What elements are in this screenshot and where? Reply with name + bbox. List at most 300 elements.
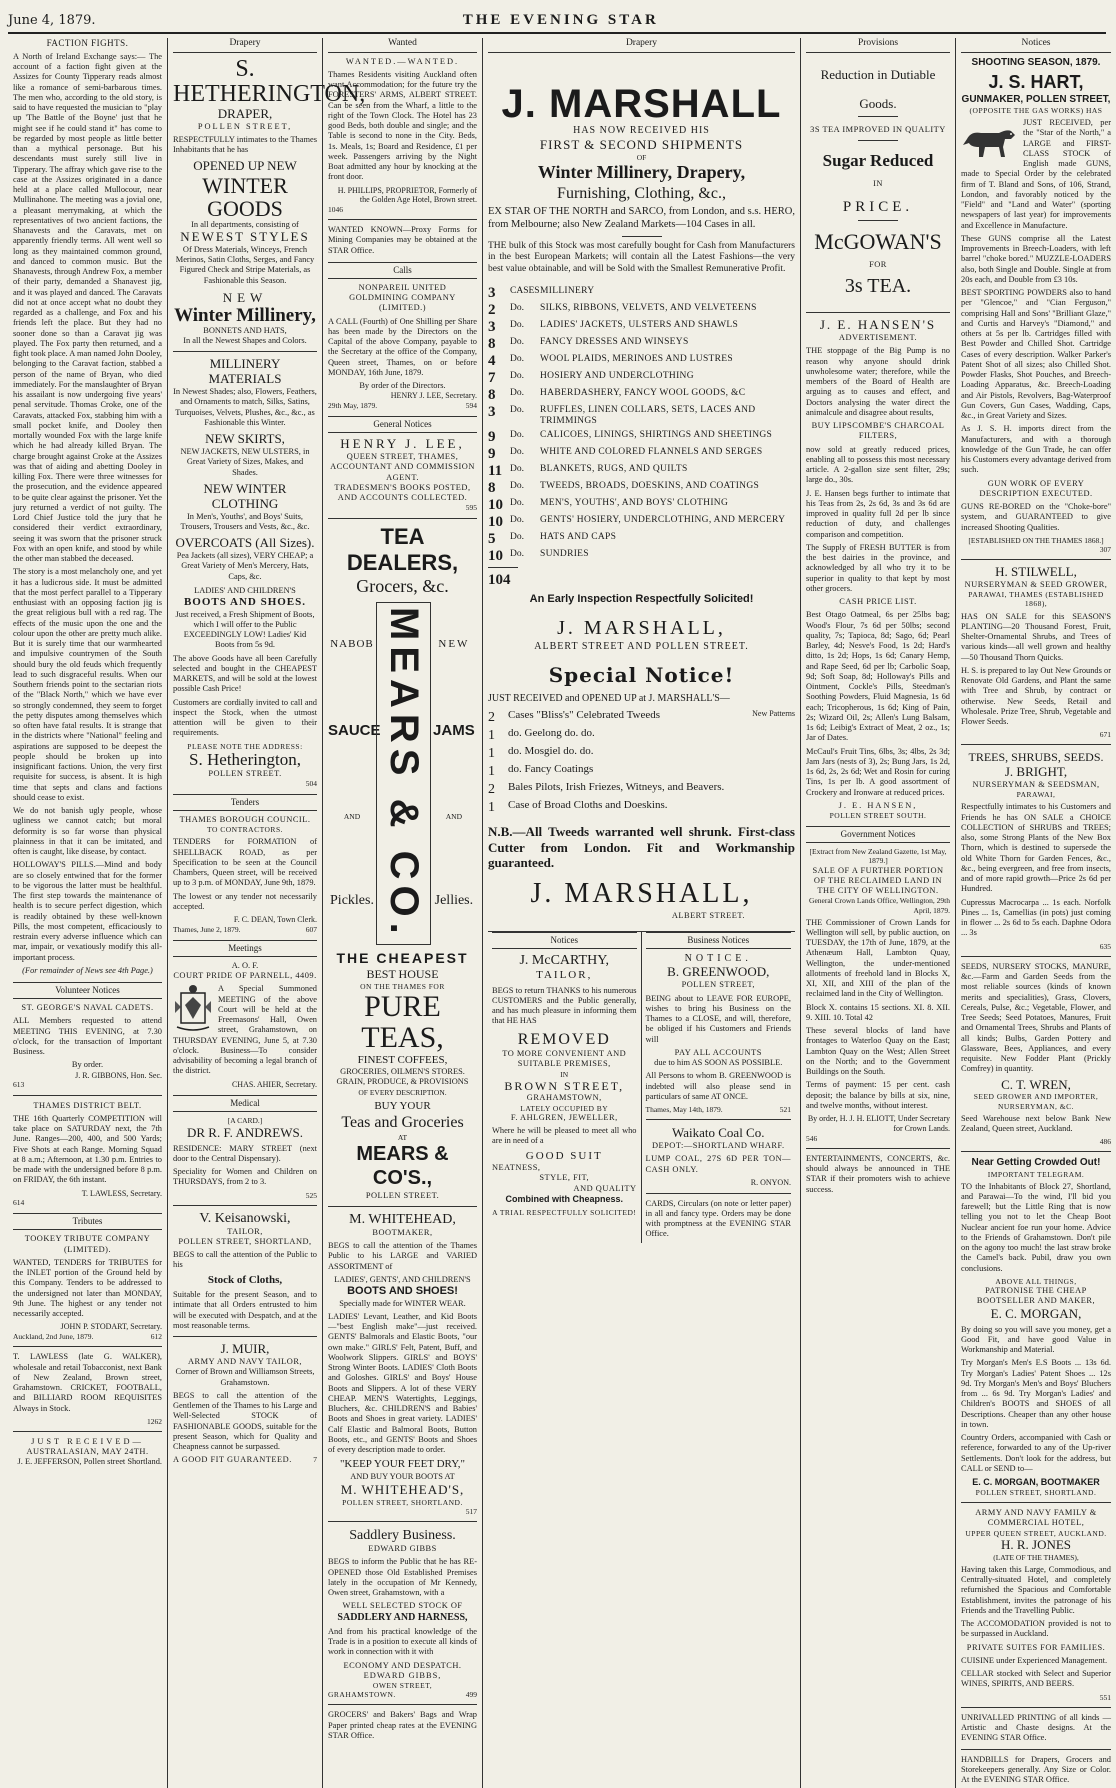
cash-price-list: CASH PRICE LIST. xyxy=(839,597,917,607)
case-count: 5 xyxy=(488,530,496,547)
hetherington-intro: RESPECTFULLY intimates to the Thames Inhabitants that he has xyxy=(173,135,317,155)
mccarthy-name: J. McCARTHY, xyxy=(519,953,610,969)
at-label: AT xyxy=(397,1132,408,1142)
lawless-notice: T. LAWLESS (late G. WALKER), wholesale and retail Tobacconist, next Bank of New Zealand, Brown street, Grahamstown. CRICKET, FOOTBALL, and BILLIARD ROOM REQUISITES Always in Stock. xyxy=(13,1352,162,1413)
keisanowski-street: POLLEN STREET, SHORTLAND, xyxy=(178,1236,312,1246)
tender-signature: F. C. DEAN, Town Clerk. xyxy=(233,915,317,925)
case-row xyxy=(488,481,795,496)
card-label: [A CARD.] xyxy=(227,1116,263,1126)
cadets-by: By order. xyxy=(71,1060,104,1070)
gun-work: GUN WORK OF EVERY DESCRIPTION EXECUTED. xyxy=(979,478,1093,498)
case-description: FANCY DRESSES AND WINSEYS xyxy=(540,336,689,347)
calls-number: 594 xyxy=(465,401,477,411)
special-item-count: 1 xyxy=(488,799,495,815)
teas-groceries: Teas and Groceries xyxy=(341,1114,464,1132)
lee-street: QUEEN STREET, THAMES, xyxy=(346,452,459,462)
lee-name: HENRY J. LEE, xyxy=(340,436,465,452)
special-item-row xyxy=(488,799,795,816)
millinery-materials-body: In Newest Shades; also, Flowers, Feathers, and Ornaments to match, Silks, Satins, Turquoises, Velvets, Plushes, &c., &c., as Fashionable this Winter. xyxy=(173,387,317,427)
buy-your: BUY YOUR xyxy=(374,1099,431,1112)
meeting-body: A Special Summoned MEETING of the above Court will be held at the Freemasons' Hall, Owen street, Grahamstown, on THURSDAY EVENING, June 5, at 7.30 o'clock. Business—To consider advisability of becoming a legal branch of the district. xyxy=(173,984,317,1076)
gibbs-economy: ECONOMY AND DESPATCH. xyxy=(343,1660,462,1670)
winter-millinery: Winter Millinery, xyxy=(174,304,316,326)
wren-title: SEED GROWER AND IMPORTER, NURSERYMAN, &C. xyxy=(973,1092,1099,1111)
dress-materials: Of Dress Materials, Winceys, French Merinos, Satin Cloths, Serges, and Fancy Figured Check and Stripe Materials, as Fashionable this Season. xyxy=(175,244,315,285)
nabob-label: NABOB xyxy=(330,637,374,650)
combined-cheapness: Combined with Cheapness. xyxy=(505,1193,623,1204)
and-label-right: AND xyxy=(445,811,463,821)
whitehead-body: BEGS to call the attention of the Thames Public to his LARGE and VARIED ASSORTMENT of xyxy=(328,1241,477,1271)
case-count: 10 xyxy=(488,547,503,564)
greenwood-street: POLLEN STREET, xyxy=(681,980,755,990)
army-navy-hotel: ARMY AND NAVY FAMILY & COMMERCIAL HOTEL, xyxy=(975,1508,1097,1528)
gov-terms: Terms of payment: 15 per cent. cash deposit; the balance by bills at six, nine, and twelve months, without interest. xyxy=(806,1080,950,1110)
greenwood-persons: All Persons to whom B. GREENWOOD is indebted will also please send in particulars of same AT ONCE. xyxy=(645,1071,791,1101)
lee-number: 595 xyxy=(465,503,477,513)
gibbs-number: 499 xyxy=(465,1690,477,1700)
morgan-body: TO the Inhabitants of Block 27, Shortland, and Parawai—To the wind, I'll bid you farewell; but the Little Ring that is now telling you not to let the Cheap Boot Nuclear ancient foe run your home. Advice to the Friends of Grahamstown. Don't pile on the agony too much! the last straw broke the Camel's back. Pubil, draw you own conclusions. xyxy=(961,1181,1111,1273)
buy-filters: BUY LIPSCOMBE'S CHARCOAL FILTERS, xyxy=(811,421,945,441)
section-calls: Calls xyxy=(328,262,477,279)
court-pride: COURT PRIDE OF PARNELL, 4409. xyxy=(173,971,317,981)
hansen-body-3: J. E. Hansen begs further to intimate that his Teas from 2s, 2s 6d, 3s and 3s 6d are improved in quality full 2d per lb since reduction of duty, and challenges comparison and competition. xyxy=(806,488,950,539)
special-item-count: 1 xyxy=(488,745,495,761)
jones-name: H. R. JONES xyxy=(1000,1536,1072,1552)
gunmaker: GUNMAKER, POLLEN STREET, xyxy=(961,93,1111,105)
case-ditto: Do. xyxy=(510,353,524,364)
whitehead-special: Specially made for WINTER WEAR. xyxy=(339,1298,466,1308)
section-government-notices: Government Notices xyxy=(806,826,950,843)
stilwell-name: H. STILWELL, xyxy=(995,564,1077,580)
case-row xyxy=(488,371,795,386)
gov-body-2: These several blocks of land have frontages to Waterloo Quay on the East; Lambton Quay on the West; Allen Street on the North; and to the Government Buildings on the South. xyxy=(806,1026,950,1077)
calls-title: NONPAREIL UNITED GOLDMINING COMPANY (LIMITED.) xyxy=(349,282,456,313)
removed: REMOVED xyxy=(517,1030,611,1048)
saddlery-title: Saddlery Business. xyxy=(349,1528,456,1544)
crowded-out: Near Getting Crowded Out! xyxy=(971,1157,1101,1169)
section-tenders: Tenders xyxy=(173,794,317,811)
case-description: HOSIERY AND UNDERCLOTHING xyxy=(540,370,694,381)
case-description: SUNDRIES xyxy=(540,548,589,559)
in-price-label: IN xyxy=(873,179,883,189)
tender-lowest: The lowest or any tender not necessarily accepted. xyxy=(173,891,317,911)
pointer-dog-icon xyxy=(961,117,1019,161)
case-description: WOOL PLAIDS, MERINOES AND LUSTRES xyxy=(540,353,733,364)
cheapest: THE CHEAPEST xyxy=(336,949,469,966)
patronise: PATRONISE THE CHEAP BOOTSELLER AND MAKER, xyxy=(976,1286,1096,1306)
above-all: ABOVE ALL THINGS, xyxy=(995,1276,1077,1286)
column-news xyxy=(8,38,168,1788)
millinery-materials: MILLINERY MATERIALS xyxy=(208,356,282,387)
foresters-crest-icon xyxy=(173,983,213,1035)
keisanowski-body-2: Suitable for the present Season, and to intimate that all Orders entrusted to him will be executed with Despatch, and at the most reasonable terms. xyxy=(173,1290,317,1330)
special-item-text: do. Fancy Coatings xyxy=(508,762,594,775)
special-item-row xyxy=(488,709,795,726)
special-item-text: Cases "Bliss's" Celebrated Tweeds xyxy=(508,708,661,721)
case-row xyxy=(488,337,795,352)
marshall-shipments: FIRST & SECOND SHIPMENTS xyxy=(539,136,744,152)
column-header-notices: Notices xyxy=(961,38,1111,53)
gibbs-body-2: And from his practical knowledge of the Trade is in a position to execute all kinds of work in connection with it with xyxy=(328,1626,477,1657)
marshall-title: J. MARSHALL xyxy=(501,81,782,126)
entertainments-note: ENTERTAINMENTS, CONCERTS, &c. should always be announced in THE STAR if their promoters wish to achieve success. xyxy=(806,1153,950,1194)
case-count: 3 xyxy=(488,403,496,420)
mcgowans: McGOWAN'S xyxy=(814,228,942,254)
pay-accounts: PAY ALL ACCOUNTS xyxy=(674,1047,762,1057)
case-ditto: Do. xyxy=(510,480,524,491)
cuisine: CUISINE under Experienced Management. xyxy=(961,1655,1108,1665)
hart-body-2: These GUNS comprise all the Latest Improvements in Breech-Loaders, with left barrel "choke bored." MUZZLE-LOADERS also, both Single and Double. Single at from 20s each, and Double from £3 10s. xyxy=(961,233,1111,284)
gov-number: 546 xyxy=(806,1133,818,1143)
case-ditto: Do. xyxy=(510,497,524,508)
special-notice: Special Notice! xyxy=(548,663,735,687)
notice-title: NOTICE. xyxy=(684,953,752,965)
borough-council: THAMES BOROUGH COUNCIL. xyxy=(179,814,311,824)
hansen-body: THE stoppage of the Big Pump is no reason why anyone should drink unwholesome water; therefore, while the members of the Board of Health are arguing as to causes and effect, and Doctors analysing the water direct the animalcule and disagree about results, xyxy=(806,346,950,417)
case-ditto: Do. xyxy=(510,302,524,313)
masthead xyxy=(8,8,1106,34)
tea-improved: 3S TEA IMPROVED IN QUALITY xyxy=(810,125,946,135)
seeds-nursery: SEEDS, NURSERY STOCKS, MANURE, &c.—Farm and Garden Seeds from the most reliable sources (kinds of known merits and specialities), Grass, Clovers, Cereals, Pulse, &c.; Vegetable, Flower, and Tree Seeds; Seed Potatoes, Manures, Fruit and Ornamental Trees, Shrubs and Plants of all kinds; Bulbs, Garden Pottery and Glassware, Bees, Appliances, and every requisite. New Fodder Plant (Prickly Comfrey) in quantity. xyxy=(961,961,1111,1074)
remainder-note: (For remainder of News see 4th Page.) xyxy=(22,965,153,975)
keisanowski-tailor: TAILOR, xyxy=(227,1226,263,1236)
case-count: 4 xyxy=(488,352,496,369)
column-wanted xyxy=(323,38,483,1788)
departments: In all departments, consisting of xyxy=(191,219,299,229)
and-quality: AND QUALITY xyxy=(573,1183,637,1193)
to-contractors: TO CONTRACTORS. xyxy=(207,825,283,835)
muir-body: BEGS to call the attention of the Gentlemen of the Thames to his Large and Well-Selected STOCK of FASHIONABLE GOODS, suitable for the present Season, which for Quality and Cheapness cannot be surpassed. xyxy=(173,1390,317,1452)
note-address: PLEASE NOTE THE ADDRESS: xyxy=(187,741,303,751)
faction-title: FACTION FIGHTS. xyxy=(46,38,129,48)
case-description: GENTS' HOSIERY, UNDERCLOTHING, AND MERCERY xyxy=(540,514,786,525)
gov-title: SALE OF A FURTHER PORTION OF THE RECLAIMED LAND IN THE CITY OF WELLINGTON. xyxy=(812,865,944,896)
gibbs-town: GRAHAMSTOWN. xyxy=(328,1690,396,1700)
trial-solicited: A TRIAL RESPECTFULLY SOLICITED! xyxy=(492,1207,637,1217)
wanted-signature: H. PHILLIPS, PROPRIETOR, Formerly of the Golden Age Hotel, Brown street. xyxy=(337,185,477,205)
belt-signature: T. LAWLESS, Secretary. xyxy=(81,1188,162,1198)
marshall-bulk: THE bulk of this Stock was most carefully bought for Cash from Manufacturers in the best European Markets; will contain all the Latest Fashions—the very best value obtainable, and will be Sold with the Smallest Remunerative Profit. xyxy=(488,240,795,274)
whitehead-street: POLLEN STREET, SHORTLAND. xyxy=(342,1497,463,1507)
where-body: Where he will be pleased to meet all who are in need of a xyxy=(492,1126,637,1146)
belt-title: THAMES DISTRICT BELT. xyxy=(33,1100,142,1110)
opposite: (OPPOSITE THE GAS WORKS) HAS xyxy=(969,105,1103,115)
special-item-text: Case of Broad Cloths and Doeskins. xyxy=(508,798,668,811)
waikato-coal: Waikato Coal Co. xyxy=(672,1125,765,1141)
doctor-residence: RESIDENCE: MARY STREET (next door to the Central Dispensary). xyxy=(173,1143,317,1163)
case-row xyxy=(488,320,795,335)
gibbs-saddlery: SADDLERY AND HARNESS, xyxy=(337,1611,468,1623)
case-row xyxy=(488,388,795,403)
case-row xyxy=(488,549,795,564)
cases-list xyxy=(488,286,795,564)
case-ditto: Do. xyxy=(510,336,524,347)
important-telegram: IMPORTANT TELEGRAM. xyxy=(987,1169,1085,1179)
case-count: 8 xyxy=(488,386,496,403)
three-shilling-tea: 3s TEA. xyxy=(844,274,912,297)
grocers-bags-note: GROCERS' and Bakers' Bags and Wrap Paper printed cheap rates at the EVENING STAR Office. xyxy=(328,1710,477,1740)
tender-body: TENDERS for FORMATION of SHELLBACK ROAD, as per Specification to be seen at the Council Chambers, Queen street, will be received up to 3 p.m. of MONDAY, June 9th, 1879. xyxy=(173,837,317,888)
section-tributes: Tributes xyxy=(13,1213,162,1230)
boots-and-shoes: BOOTS AND SHOES. xyxy=(183,596,307,609)
section-volunteer-notices: Volunteer Notices xyxy=(13,982,162,999)
case-ditto: Do. xyxy=(510,404,524,415)
trees-shrubs: TREES, SHRUBS, SEEDS. xyxy=(968,750,1104,765)
gov-body: THE Commissioner of Crown Lands for Wellington will sell, by public auction, on TUESDAY, the 17th of June, 1879, at the Athenæum Hall, Lambton Quay, Wellington, the under-mentioned allotments of freehold land in Blocks X, XI, XII, and XIII of the plan of the reclaimed land in the City of Wellington. xyxy=(806,917,950,999)
wanted-title: WANTED.—WANTED. xyxy=(345,56,460,66)
jellies-label: Jellies. xyxy=(434,893,474,909)
case-count: 3 xyxy=(488,284,496,301)
hansen-body-2: now sold at greatly reduced prices, enabling all to possess this most necessary article. A 2-gallon size sent filter, 29s; large do., 30s. xyxy=(806,444,950,485)
gibbs-signature: EDWARD GIBBS, xyxy=(363,1670,442,1680)
muir-name: J. MUIR, xyxy=(220,1341,270,1357)
doctor-number: 525 xyxy=(305,1190,317,1200)
case-row xyxy=(488,430,795,445)
established: [ESTABLISHED ON THE THAMES 1868.] xyxy=(968,535,1104,545)
stilwell-body: HAS ON SALE for this SEASON'S PLANTING—20 Thousand Forest, Fruit, Shelter-Ornamental Shrubs, and Trees of various kinds—all well grown and healthy—50 Thousand Thorn Quicks. xyxy=(961,611,1111,662)
received-signature: J. E. JEFFERSON, Pollen street Shortland. xyxy=(17,1457,162,1467)
onyon: R. ONYON. xyxy=(750,1177,791,1187)
faction-body-3: We do not banish ugly people, whose ugliness we cannot catch; but moral deformity is so far worse than physical plainness in that it can be imitated, and often is caught, like disease, by contact. xyxy=(13,806,162,857)
and-label-left: AND xyxy=(343,811,361,821)
greenwood-body: BEING about to LEAVE FOR EUROPE, wishes to bring his Business on the Thames to a CLOSE, and will, therefore, be obliged if his Customers and Friends will xyxy=(645,993,791,1044)
lee-books: TRADESMEN'S BOOKS POSTED, AND ACCOUNTS COLLECTED. xyxy=(334,482,471,503)
special-item-count: 1 xyxy=(488,763,495,779)
handbills-note: HANDBILLS for Drapers, Grocers and Storekeepers generally. Any Size or Color. At the EVENING STAR Office. xyxy=(961,1754,1111,1785)
bright-name: J. BRIGHT, xyxy=(1004,764,1068,780)
newspaper-title: THE EVENING STAR xyxy=(462,11,659,28)
column-provisions xyxy=(801,38,956,1788)
case-ditto: Do. xyxy=(510,319,524,330)
whitehead-number: 517 xyxy=(465,1507,477,1516)
winter-goods: WINTER GOODS xyxy=(202,172,288,221)
case-count: 9 xyxy=(488,445,496,462)
special-item-text: Bales Pilots, Irish Friezes, Witneys, and Beavers. xyxy=(508,780,725,793)
received-title: JUST RECEIVED— xyxy=(31,1436,144,1446)
goods-body: The above Goods have all been Carefully selected and bought in the CHEAPEST MARKETS, and will be sold at the lowest possible Cash Price! xyxy=(173,653,317,694)
premises: TO MORE CONVENIENT AND SUITABLE PREMISES, xyxy=(502,1049,627,1069)
special-item-count: 2 xyxy=(488,781,495,797)
on-thames: ON THE THAMES FOR xyxy=(360,981,445,991)
special-item-note: New Patterns xyxy=(752,708,795,718)
case-count: 3 xyxy=(488,318,496,335)
case-ditto: Do. xyxy=(510,463,524,474)
address-name: S. Hetherington, xyxy=(189,749,301,769)
doctor-name: DR R. F. ANDREWS. xyxy=(187,1124,303,1140)
whitehead-boots: BOOTS AND SHOES! xyxy=(347,1285,458,1298)
case-description: MEN'S, YOUTHS', AND BOYS' CLOTHING xyxy=(540,497,729,508)
case-ditto: Do. xyxy=(510,446,524,457)
calls-by: By order of the Directors. xyxy=(359,381,446,391)
hetherington-name: S. HETHERINGTON, xyxy=(173,55,366,107)
muir-fit: A GOOD FIT GUARANTEED. xyxy=(173,1455,292,1465)
morgan-name: E. C. MORGAN, xyxy=(990,1305,1082,1321)
aof: A. O. F. xyxy=(231,960,259,970)
reduction: Reduction in Dutiable xyxy=(820,66,936,82)
jams-label: JAMS xyxy=(433,722,475,740)
pickles-label: Pickles. xyxy=(330,893,374,909)
special-item-text: do. Geelong do. do. xyxy=(508,726,595,739)
style-fit: STYLE, FIT, xyxy=(539,1173,590,1183)
bright-parawai: PARAWAI, xyxy=(1016,790,1056,800)
case-ditto: Do. xyxy=(510,370,524,381)
column-header-drapery: Drapery xyxy=(173,38,317,53)
belt-number: 614 xyxy=(13,1198,25,1208)
new-winter-clothing: NEW WINTER CLOTHING xyxy=(203,480,287,511)
case-ditto: Do. xyxy=(510,548,524,559)
marshall-winter: Winter Millinery, Drapery, xyxy=(537,161,746,182)
every-description: OF EVERY DESCRIPTION. xyxy=(358,1087,447,1097)
case-row xyxy=(488,515,795,530)
bright-list: Cupressus Macrocarpa ... 1s each. Norfolk Pines ... 1s, Camellias (in pots) just coming in flower ... 2s 6d to 5s each. Daphne Odora ... 3s xyxy=(961,897,1111,938)
case-ditto: Do. xyxy=(510,387,524,398)
case-ditto: Do. xyxy=(510,531,524,542)
case-description: CALICOES, LININGS, SHIRTINGS AND SHEETINGS xyxy=(540,429,773,440)
gibbs-stock: WELL SELECTED STOCK OF xyxy=(342,1601,463,1611)
finest-coffees: FINEST COFFEES, xyxy=(357,1053,448,1066)
hansen-signature: J. E. HANSEN, xyxy=(838,800,918,810)
column-header-wanted: Wanted xyxy=(328,38,477,53)
case-row xyxy=(488,498,795,513)
special-item-row xyxy=(488,763,795,780)
overcoats: OVERCOATS (All Sizes). xyxy=(175,535,315,551)
tookey-title: TOOKEY TRIBUTE COMPANY (LIMITED). xyxy=(24,1234,151,1254)
wanted-body: Thames Residents visiting Auckland often want Accommodation; for the future try the FORESTERS' ARMS, ALBERT STREET. Can be seen from the Wharf, a little to the right of the Town Clock. The Hotel has 23 good Beds, both double and single; and the Table is second to none in the City. Beds, 1s. Meals, 1s; Board and Residence, £1 per week. Passengers arriving by the Night Boat admitted any hour by knocking at the front door. xyxy=(328,69,477,182)
keep-feet-dry: "KEEP YOUR FEET DRY," xyxy=(339,1458,466,1471)
lately-occupied: LATELY OCCUPIED BY xyxy=(520,1103,609,1113)
morgan-street: POLLEN STREET, SHORTLAND. xyxy=(975,1488,1097,1498)
hetherington-street: POLLEN STREET, xyxy=(197,121,293,131)
case-row xyxy=(488,532,795,547)
cadets-number: 613 xyxy=(13,1080,25,1090)
dutiable-goods: Goods. xyxy=(859,96,897,112)
established-number: 307 xyxy=(1099,544,1111,554)
faction-body: A North of Ireland Exchange says:— The account of a faction fight given at the Assizes for County Tipperary reads almost like a romance of semi-barbarous times. The men who, according to the old story, is said to have requested the musician to "play up 'The Battle of the Boyne' just that he might see if he could stand it" has come to be regarded by most people as little better than a mythical personage. But his descendants must surely still live in Tipperary. The affray which gave rise to the case at the Assizes originated in a dance held at a place called Mullocour, near Mullinahone. The meeting was a jovial one, a pleasant merrymaking, at which the representatives of two ancient factions, the Shanavests and the Caravats, met on apparently friendly terms. All went well so long as they maintained common ground, and danced to common music. But the Shanavests, through Andrew Fox, a member of their party, demanded a Shanavest jig, and it was played and danced. The Caravats did not at once accept what no doubt they regarded as a challenge, and Fox and his friends left the place. But they had no sooner done so than a Caravat jig was played. The Fox party then returned, and a fight took place. A man named John Dooley, belonging to the Caravat faction, stabbed a person of the name of Bryan, who died immediately. For the manslaughter of Bryan his assailant is now undergoing five years' penal servitude. Thomas Croke, one of the Caravats, attacked Fox, stabbing him with a small pocket knife, and Dooley then mortally wounded Fox with the large knife which he had already killed Bryan. The charge brought against Croke at the Assizes was that of aiding and abetting Dooley in killing Fox. There were three witnesses for the prosecution, and the evidence appeared to be quite clear against the prisoner. Yet the jury returned a verdict of not guilty. The Lord Chief Justice told the jury that he considered their verdict extraordinary, seeing it was sworn that the prisoner struck Fox with an open knife, and stood by while the other man stabbed the deceased. xyxy=(13,51,163,564)
stilwell-nursery: NURSERYMAN & SEED GROWER, xyxy=(964,580,1108,590)
case-count: 10 xyxy=(488,496,503,513)
new-winter-clothing-body: In Men's, Youths', and Boys' Suits, Trousers, Trousers and Vests, &c., &c. xyxy=(180,511,310,532)
lawless-number: 1262 xyxy=(147,1416,162,1426)
belt-body: THE 16th Quarterly COMPETITION will take place on SATURDAY next, the 7th June. Ranges—200, 400, and 500 Yards; Five Shots at each Range. Morning Squad at 8 a.m.; Afternoon, at 1.30 p.m. Entries to be made with the undersigned before 8 p.m. on FRIDAY, the 6th instant. xyxy=(13,1113,162,1185)
good-suit: GOOD SUIT xyxy=(525,1149,603,1162)
keisanowski-name: V. Keisanowski, xyxy=(199,1210,291,1226)
jones-body: Having taken this Large, Commodious, and Centrally-situated Hotel, and completely refurnished the Spacious and Comfortable Establishment, invites the patronage of his Friends and the Travelling Public. xyxy=(961,1564,1111,1615)
hansen-street: POLLEN STREET SOUTH. xyxy=(829,811,927,821)
gov-extract: [Extract from New Zealand Gazette, 1st May, 1879.] xyxy=(809,847,947,866)
greenwood-number: 521 xyxy=(779,1105,791,1115)
case-row xyxy=(488,286,795,301)
cellar: CELLAR stocked with Select and Superior WINES, SPIRITS, AND BEERS. xyxy=(961,1669,1111,1689)
early-inspection: An Early Inspection Respectfully Solicited! xyxy=(529,593,754,606)
gov-blocks: Block X. contains 15 sections. XI. 8. XII. 9. XIII. 10. Total 42 xyxy=(806,1002,950,1022)
special-item-count: 2 xyxy=(488,709,495,725)
stilwell-number: 671 xyxy=(1099,730,1111,740)
calls-body: A CALL (Fourth) of One Shilling per Share has been made by the Directors on the Capital of the above Company, payable to the Secretary at the office of the Company, Queen street, Thames, on or before MONDAY, 16th June, 1879. xyxy=(328,316,477,377)
keisanowski-body: BEGS to call the attention of the Public to his xyxy=(173,1250,317,1270)
grocers: Grocers, &c. xyxy=(356,576,449,597)
cadets-body: ALL Members requested to attend MEETING THIS EVENING, at 7.30 o'clock, for the transaction of Important Business. xyxy=(13,1016,162,1057)
wanted-known: WANTED KNOWN—Proxy Forms for Mining Companies may be obtained at the STAR Office. xyxy=(328,225,477,255)
marshall-furnishing: Furnishing, Clothing, &c., xyxy=(557,184,726,202)
special-item-count: 1 xyxy=(488,727,495,743)
case-description: RUFFLES, LINEN COLLARS, SETS, LACES AND TRIMMINGS xyxy=(540,404,756,427)
case-description: MILLINERY xyxy=(540,285,595,296)
case-ditto: Do. xyxy=(510,429,524,440)
holloway-notice: HOLLOWAY'S PILLS.—Mind and body are so closely entwined that for the former to be vigorous the latter must be healthful. The first step towards the maintenance of health is to secure perfect digestion, which is readily obtained by these well-known Pills, the most competent, efficaciously to restrain every adverse influence which can mar, impair, or vexatiously modify this all-important process. xyxy=(13,860,162,962)
lee-job: ACCOUNTANT AND COMMISSION AGENT. xyxy=(330,462,475,482)
hansen-body-4: The Supply of FRESH BUTTER is from the best dairies in the province, and acknowledged by all who try it to be superior in quality to that kept by most other grocers. xyxy=(806,542,950,593)
hart-body: JUST RECEIVED, per the "Star of the North," a LARGE and FIRST-CLASS STOCK of English made GUNS, made to Special Order by the celebrated firm of T. Bland and Sons, of 106, Strand, London, and favorably noticed by the "Field" and "Land and Water" (sporting newspapers of last year) for improvements and Excellence in Manufacture. xyxy=(961,118,1111,230)
case-ditto: Do. xyxy=(510,514,524,525)
guns-rebored: GUNS RE-BORED on the "Choke-bore" system, and GUARANTEED to give increased Shooting Qualities. xyxy=(961,502,1111,532)
section-general-notices: General Notices xyxy=(328,416,477,433)
mccarthy-tailor: TAILOR, xyxy=(536,969,593,982)
just-received: JUST RECEIVED and OPENED UP at J. MARSHALL'S— xyxy=(488,693,730,705)
special-item-text: do. Mosgiel do. do. xyxy=(508,744,594,757)
ladies-childrens: LADIES' AND CHILDREN'S xyxy=(194,585,296,595)
coal-depot: DEPOT:—SHORTLAND WHARF. xyxy=(651,1141,785,1151)
country-orders: Country Orders, accompanied with Cash or reference, forwarded to any of the Up-river Settlements. Don't look for the address, but CALL or SEND to— xyxy=(961,1433,1111,1473)
new-skirts: NEW SKIRTS, xyxy=(205,431,285,447)
mears-vertical-banner: MEARS & CO. xyxy=(376,602,431,945)
meeting-signature: CHAS. AHIER, Secretary. xyxy=(231,1079,317,1089)
case-description: HABERDASHERY, FANCY WOOL GOODS, &C xyxy=(540,387,746,398)
case-count: 8 xyxy=(488,335,496,352)
column-header-provisions: Provisions xyxy=(806,38,950,53)
gov-office: General Crown Lands Office, Wellington, 29th April, 1879. xyxy=(809,896,950,915)
grahamstown: GRAHAMSTOWN, xyxy=(526,1093,602,1103)
wren-name: C. T. WREN, xyxy=(1001,1076,1071,1092)
mears-cos: MEARS & CO'S., xyxy=(356,1142,449,1190)
printing-note: UNRIVALLED PRINTING of all kinds —Artistic and Chaste designs. At the EVENING STAR Office. xyxy=(961,1712,1111,1743)
private-suites: PRIVATE SUITES FOR FAMILIES. xyxy=(966,1642,1106,1652)
cards-note: CARDS, Circulars (on note or letter paper) in all and fancy type. Orders may be done with promptness at the EVENING STAR Office. xyxy=(645,1198,791,1239)
wren-number: 486 xyxy=(1099,1137,1111,1147)
boots-body: Just received, a Fresh Shipment of Boots, which I will offer to the Public EXCEEDINGLY LOW! Ladies' Kid Boots from 5s 9d. xyxy=(175,609,315,650)
tender-number: 607 xyxy=(305,924,317,934)
marshall-ships: EX STAR OF THE NORTH and SARCO, from London, and s.s. HERO, from Melbourne; also New Zealand Markets—104 Cases in all. xyxy=(488,206,795,231)
bonnets: BONNETS AND HATS, xyxy=(203,325,287,335)
sauce-label: SAUCE xyxy=(328,722,381,740)
section-notices: Notices xyxy=(492,932,637,949)
whitehead-bootmaker: BOOTMAKER, xyxy=(372,1227,433,1237)
calls-date: 29th May, 1879. xyxy=(328,401,378,411)
hetherington-draper: DRAPER, xyxy=(217,105,273,121)
marshall-albert: ALBERT STREET. xyxy=(671,910,745,920)
newest-styles: NEWEST STYLES xyxy=(180,229,310,245)
morgan-list: Try Morgan's Men's E.S Boots ... 13s 6d. Try Morgan's Ladies' Patent Shoes ... 12s 9d. Try Morgan's Men's and Boys' Bluchers from ... 6s 9d. Try Morgan's Ladies' and Children's BOOTS and SHOES of all Descriptions. Cheaper than any other house in town. xyxy=(961,1358,1111,1429)
hart-name: J. S. HART, xyxy=(988,71,1084,92)
cadets-signature: J. R. GIBBONS, Hon. Sec. xyxy=(75,1070,162,1080)
case-count: 10 xyxy=(488,513,503,530)
marshall-of: OF xyxy=(636,152,647,162)
section-business-notices: Business Notices xyxy=(646,932,792,949)
whitehead-ladies: LADIES', GENTS', AND CHILDREN'S xyxy=(334,1274,471,1284)
in-label: IN xyxy=(560,1069,569,1079)
grain-produce: GRAIN, PRODUCE, & PROVISIONS xyxy=(336,1077,469,1087)
keisanowski-stock: Stock of Cloths, xyxy=(207,1273,283,1286)
tookey-date: Auckland, 2nd June, 1879. xyxy=(13,1332,94,1342)
for-label: FOR xyxy=(869,259,887,269)
prices: Best Otago Oatmeal, 6s per 25lbs bag; Wood's Flour, 7s 6d per 50lbs; second quality, 7s; Tapioca, 8d; Sago, 6d; Pearl Barley, 4d; Nesve's Food, 1s 2d; Hard's ditto, 1s 2d; Hops, 1s 6d; Canary Hemp, and Rape Seed, 6d per lb; Carbolic Soap, 9d; Soft Soap, 8d; Holloway's Pills and Ointment, Cockle's Pills, Steedman's Soothing Powders, Fluid Magnesia, 1s 6d each; Tricopherous, 1s 6d; King of Pain, 2s; Wizard Oil, 2s; Allen's Lung Balsam, 1s 6d; Leibig's Extract of Meat, 2 oz., 1s; Jar of Dates. xyxy=(806,610,950,743)
tea-dealers: TEA DEALERS, xyxy=(346,523,459,576)
sugar-reduced: Sugar Reduced xyxy=(822,150,934,170)
best-house: BEST HOUSE xyxy=(366,966,439,981)
stilwell-body-2: H. S. is prepared to lay Out New Grounds or Renovate Old Gardens, and Plant the same with Tree and Shrub, by contract or otherwise. New Seeds, Retail and Wholesale. Prize Tree, Shrub, Vegetable and Flower Seeds. xyxy=(961,665,1111,727)
tookey-number: 612 xyxy=(150,1332,162,1342)
mears-street: POLLEN STREET. xyxy=(365,1190,440,1200)
case-count: 8 xyxy=(488,479,496,496)
